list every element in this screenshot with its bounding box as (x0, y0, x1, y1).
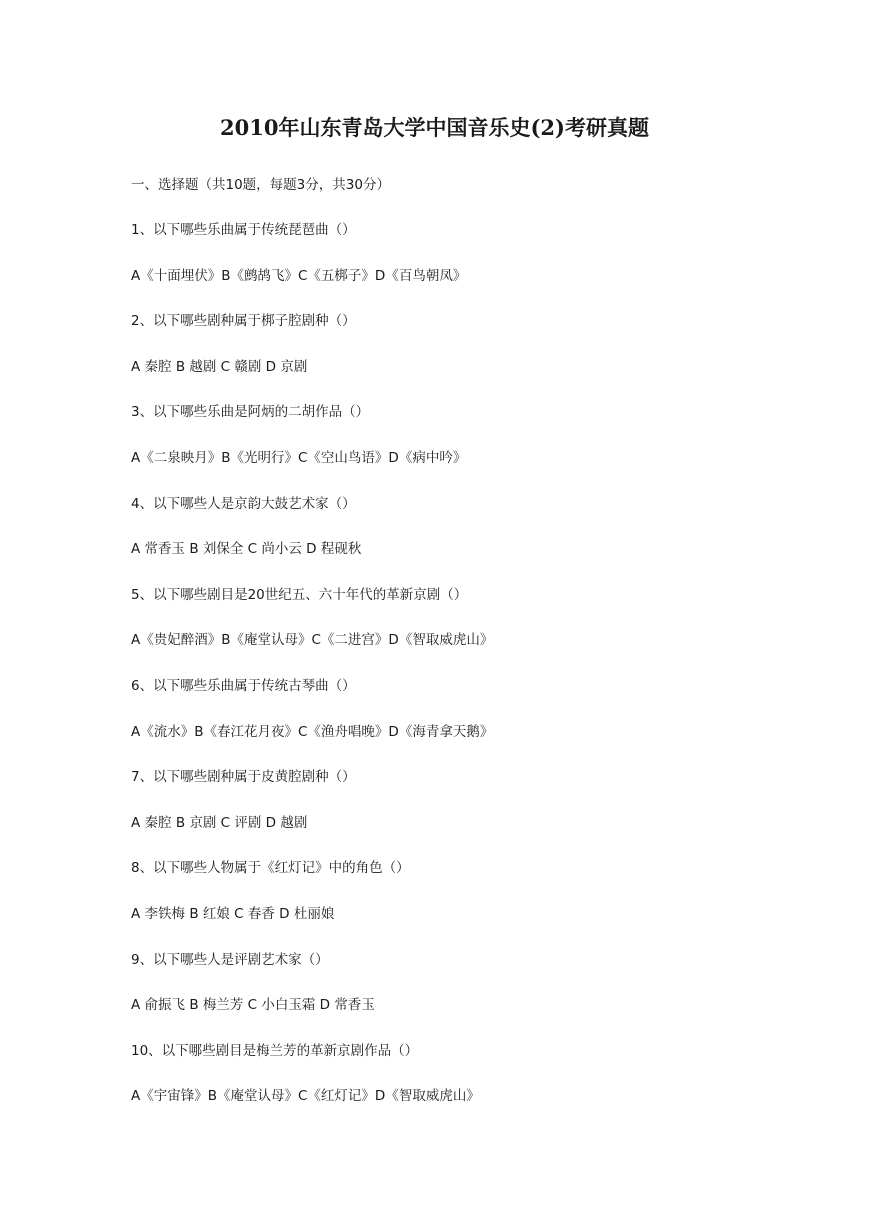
question-text: 2、以下哪些剧种属于梆子腔剧种（） (131, 313, 356, 330)
section-heading: 一、选择题（共10题，每题3分，共30分） (131, 177, 390, 193)
question-text: 5、以下哪些剧目是20世纪五、六十年代的革新京剧（） (131, 586, 468, 603)
question-options: A《十面埋伏》B《鹧鸪飞》C《五梆子》D《百鸟朝凤》 (131, 267, 467, 284)
question-options: A《宇宙锋》B《庵堂认母》C《红灯记》D《智取威虎山》 (131, 1088, 480, 1105)
question-item (131, 311, 493, 377)
question-item (131, 767, 493, 833)
question-options: A《贵妃醉酒》B《庵堂认母》C《二进宫》D《智取威虎山》 (131, 632, 494, 649)
question-item (131, 950, 493, 1016)
question-text: 10、以下哪些剧目是梅兰芳的革新京剧作品（） (131, 1042, 419, 1059)
question-text: 6、以下哪些乐曲属于传统古琴曲（） (131, 677, 356, 694)
question-options: A 秦腔 B 越剧 C 赣剧 D 京剧 (131, 358, 308, 375)
question-options: A 俞振飞 B 梅兰芳 C 小白玉霜 D 常香玉 (131, 997, 375, 1014)
question-options: A《流水》B《春江花月夜》C《渔舟唱晚》D《海青拿天鹅》 (131, 723, 494, 740)
question-options: A 秦腔 B 京剧 C 评剧 D 越剧 (131, 814, 308, 831)
question-list (131, 220, 493, 1132)
question-item (131, 858, 493, 924)
question-item (131, 402, 493, 468)
question-text: 8、以下哪些人物属于《红灯记》中的角色（） (131, 860, 410, 877)
question-options: A 常香玉 B 刘保全 C 尚小云 D 程砚秋 (131, 541, 362, 558)
question-item (131, 676, 493, 742)
question-item (131, 1041, 493, 1107)
question-text: 4、以下哪些人是京韵大鼓艺术家（） (131, 495, 356, 512)
question-item (131, 494, 493, 560)
question-options: A《二泉映月》B《光明行》C《空山鸟语》D《病中吟》 (131, 449, 467, 466)
question-item (131, 585, 493, 651)
question-text: 7、以下哪些剧种属于皮黄腔剧种（） (131, 769, 356, 786)
document-title: 2010年山东青岛大学中国音乐史(2)考研真题 (220, 115, 649, 140)
question-options: A 李铁梅 B 红娘 C 春香 D 杜丽娘 (131, 905, 335, 922)
question-item (131, 220, 493, 286)
question-text: 3、以下哪些乐曲是阿炳的二胡作品（） (131, 404, 370, 421)
question-text: 1、以下哪些乐曲属于传统琵琶曲（） (131, 222, 356, 238)
question-text: 9、以下哪些人是评剧艺术家（） (131, 951, 329, 968)
